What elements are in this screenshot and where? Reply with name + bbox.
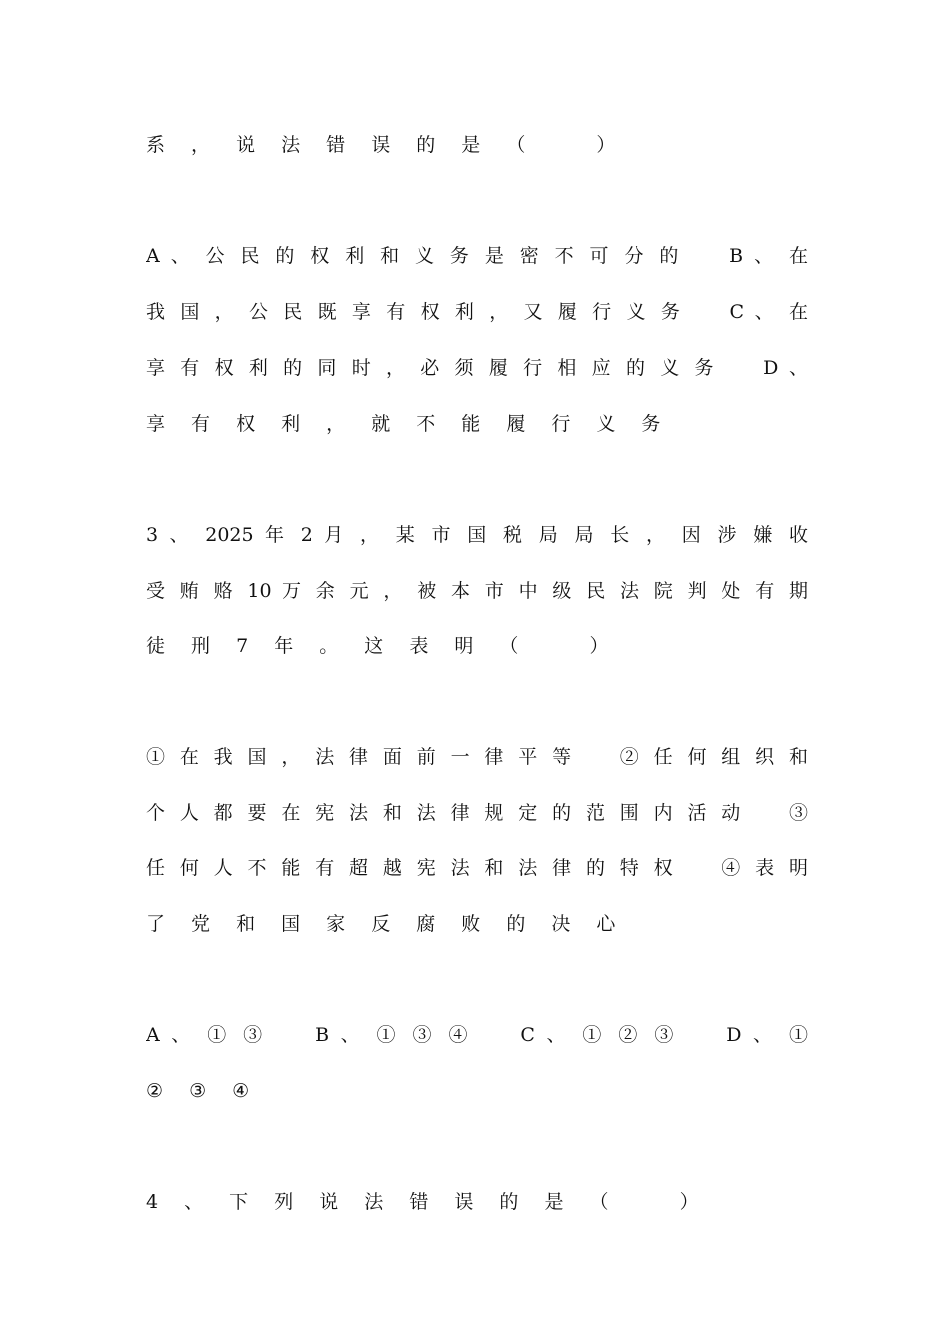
question-3-stem-line-3: 徒 刑 7 年 。 这 表 明 （ ） [146,635,619,657]
question-2-options-line-2: 我 国 ， 公 民 既 享 有 权 利 ， 又 履 行 义 务 C 、 在 [146,301,808,323]
question-3-statements-line-1: ① 在 我 国 ， 法 律 面 前 一 律 平 等 ② 任 何 组 织 和 [146,746,808,768]
question-2-stem-end: 系 ， 说 法 错 误 的 是 （ ） [146,134,626,156]
question-3-options-line-1: A 、 ① ③ B 、 ① ③ ④ C 、 ① ② ③ D 、 ① [146,1024,808,1046]
question-3-statements-line-3: 任 何 人 不 能 有 超 越 宪 法 和 法 律 的 特 权 ④ 表 明 [146,857,808,879]
question-3-statements-line-4: 了 党 和 国 家 反 腐 败 的 决 心 [146,913,626,935]
question-3-options-line-2: ② ③ ④ [146,1080,260,1102]
question-2-options-line-4: 享 有 权 利 ， 就 不 能 履 行 义 务 [146,413,671,435]
question-3-stem-line-2: 受 贿 赂 10 万 余 元 ， 被 本 市 中 级 民 法 院 判 处 有 期 [146,580,808,602]
question-3-stem-line-1: 3 、 2025 年 2 月 ， 某 市 国 税 局 局 长 ， 因 涉 嫌 收 [146,524,808,546]
question-2-options-line-3: 享 有 权 利 的 同 时 ， 必 须 履 行 相 应 的 义 务 D 、 [146,357,808,379]
question-2-options-line-1: A 、 公 民 的 权 利 和 义 务 是 密 不 可 分 的 B 、 在 [146,245,808,267]
question-3-statements-line-2: 个 人 都 要 在 宪 法 和 法 律 规 定 的 范 围 内 活 动 ③ [146,802,808,824]
question-4-stem: 4 、 下 列 说 法 错 误 的 是 （ ） [146,1191,709,1213]
